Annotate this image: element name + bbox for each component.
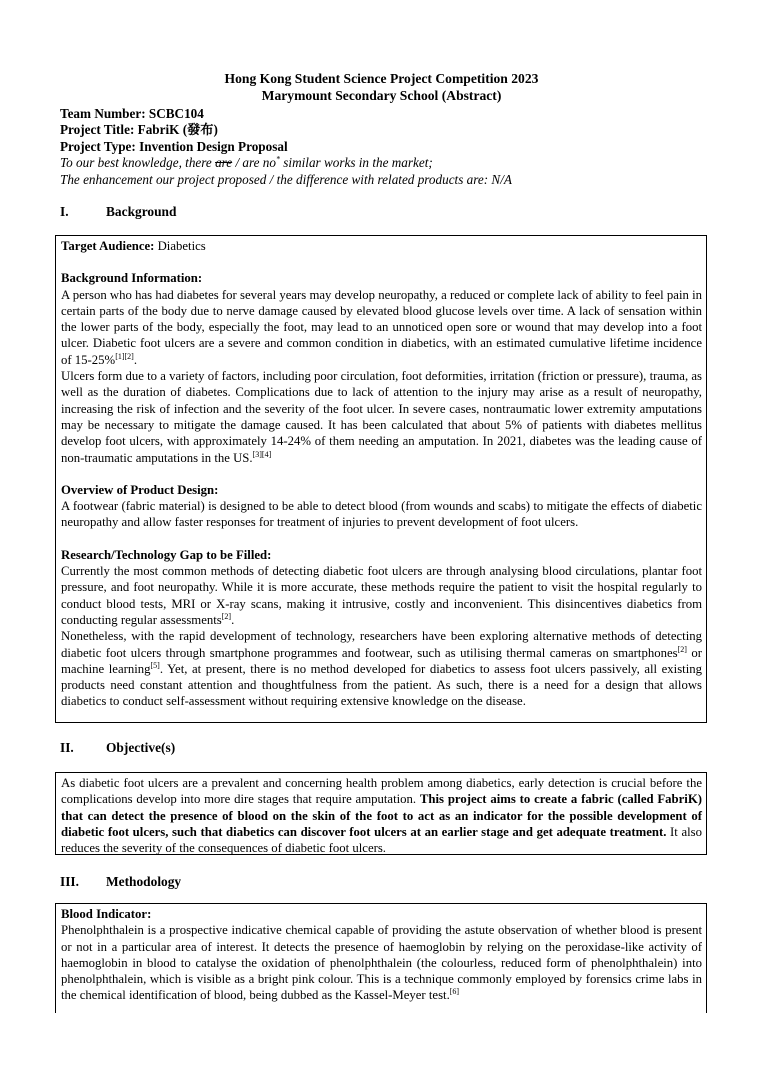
similar-strike: are <box>215 155 233 170</box>
overview-text: A footwear (fabric material) is designed to be able to detect blood (from wounds and scabs) to mitigate the effects of diabetic neuropathy and allow faster responses for treatment of injuries to prevent development of foot ulcers. <box>61 499 702 530</box>
blood-indicator-text <box>61 922 702 1003</box>
team-number-label: Team Number: <box>60 106 146 121</box>
target-audience-value: Diabetics <box>154 239 206 253</box>
project-type-label: Project Type: <box>60 139 136 154</box>
paragraph-text: A person who has had diabetes for several years may develop neuropathy, a reduced or complete lack of ability to feel pain in certain parts of the body due to nerve damage caused by elevated blood glucose levels over time. A lack of sensation within the lower parts of the body, especially the foot, may lead to an unnoticed open sore or wound that may develop into a foot ulcer. Diabetic foot ulcers are a severe and common condition in diabetics, with an estimated cumulative lifetime incidence of 15-25% <box>61 287 702 367</box>
project-type-value: Invention Design Proposal <box>139 139 288 154</box>
project-type <box>60 139 720 156</box>
blood-indicator-heading <box>61 906 702 922</box>
background-info-p1: A person who has had diabetes for several years may develop neuropathy, a reduced or complete lack of ability to feel pain in certain parts of the body due to nerve damage caused by elevated blood glucose levels over time. A lack of sensation within the lower parts of the body, especially the foot, may lead to an unnoticed open sore or wound that may develop into a foot ulcer. Diabetic foot ulcers are a severe and common condition in diabetics, with an estimated cumulative lifetime incidence of 15-25%[1][2]. <box>61 287 702 367</box>
heading-text: Research/Technology Gap to be Filled: <box>61 547 272 562</box>
section-number: I. <box>60 204 69 219</box>
project-title-label: Project Title: <box>60 122 135 137</box>
similar-pre: To our best knowledge, there <box>60 155 216 170</box>
overview-heading <box>61 482 702 498</box>
objective-box <box>55 772 707 855</box>
target-audience <box>61 238 702 254</box>
target-audience-label: Target Audience: <box>61 239 155 253</box>
similar-star: * <box>276 154 280 164</box>
gap-p1: Currently the most common methods of detecting diabetic foot ulcers are through analysing blood circulations, plantar foot pressure, and foot neuropathy. While it is more accurate, these methods require the patient to visit the hospital regularly to conduct blood tests, MRI or X-ray scans, making it intrusive, costly and inconvenient. This disincentives diabetics from conducting regular assessments[2]. <box>61 564 702 627</box>
objective-highlight: This project aims to create a fabric (called FabriK) that can detect the presence of blood on the skin of the foot to act as an indicator for the possible development of diabetic foot ulcers, such that diabetics can discover foot ulcers at an earlier stage and get adequate treatment. <box>61 792 702 839</box>
section-number: III. <box>60 874 79 889</box>
paragraph-text: As diabetic foot ulcers are a prevalent and concerning health problem among diabetics, early detection is crucial before the complications develop into more dire stages that require amputation. <box>61 776 702 807</box>
citation: [2] <box>221 611 232 621</box>
gap-p2 <box>61 628 702 709</box>
paragraph-text: Ulcers form due to a variety of factors, including poor circulation, foot deformities, irritation (friction or pressure), trauma, as well as the duration of diabetes. Complications due to lack of attention to the injury may arise as a result of neuropathy, increasing the risk of infection and the severity of the foot ulcer. In severe cases, nontraumatic lower extremity amputations may be necessary to mitigate the damage caused. It has been calculated that about 5% of patients with diabetes mellitus develop foot ulcers, with approximately 14-24% of them needing an amputation. In 2021, diabetes was the leading cause of non-traumatic amputations in the US. <box>61 369 702 465</box>
paragraph-text: Nonetheless, with the rapid development of technology, researchers have been exploring alternative methods of detecting diabetic foot ulcers through smartphone programmes and footwear, such as utilising thermal cameras on smartphones <box>61 629 702 660</box>
heading-text: Background Information: <box>61 271 203 286</box>
similar-tail: similar works in the market; <box>280 155 433 170</box>
project-title-value: FabriK (發布) <box>137 122 218 137</box>
citation: [3][4] <box>252 449 272 459</box>
paragraph-text: or machine learning <box>61 645 702 676</box>
paragraph-text: . Yet, at present, there is no method developed for diabetics to assess foot ulcers passively, all existing products need constant attention and thoughtfulness from the patient. As such, there is a need for a design that allows diabetics to conduct self-assessment without requiring extensive knowledge on the disease. <box>61 661 702 709</box>
citation: [6] <box>449 987 460 997</box>
section-heading-objectives <box>60 740 175 756</box>
background-info-heading <box>61 270 702 286</box>
section-heading-methodology <box>60 874 181 890</box>
heading-text: Blood Indicator: <box>61 907 152 921</box>
paragraph-text: It also reduces the severity of the consequences of diabetic foot ulcers. <box>61 824 703 856</box>
team-number <box>60 106 720 123</box>
section-title: Methodology <box>106 874 182 889</box>
section-number: II. <box>60 740 74 755</box>
similar-post: / are no <box>232 155 276 170</box>
background-info-p2 <box>61 368 702 466</box>
enhancement-statement: The enhancement our project proposed / the difference with related products are: N/A <box>60 172 512 187</box>
similar-works-statement <box>60 155 720 172</box>
methodology-box <box>55 903 707 1013</box>
competition-title: Hong Kong Student Science Project Competition 2023 <box>224 71 539 86</box>
objective-text <box>61 775 702 856</box>
section-title: Background <box>106 204 177 219</box>
citation: [2] <box>677 644 687 654</box>
heading-text: Overview of Product Design: <box>61 482 219 497</box>
gap-heading <box>61 547 702 563</box>
paragraph-text: Currently the most common methods of detecting diabetic foot ulcers are through analysing blood circulations, plantar foot pressure, and foot neuropathy. While it is more accurate, these methods require the patient to visit the hospital regularly to conduct blood tests, MRI or X-ray scans, making it intrusive, costly and inconvenient. This disincentives diabetics from conducting regular assessments <box>61 564 702 627</box>
school-title: Marymount Secondary School (Abstract) <box>261 88 502 103</box>
team-number-value: SCBC104 <box>148 106 204 121</box>
background-box <box>55 235 707 723</box>
citation: [1][2] <box>115 351 134 361</box>
project-title <box>60 122 720 139</box>
section-title: Objective(s) <box>106 740 176 755</box>
paragraph-text: Phenolphthalein is a prospective indicative chemical capable of providing the astute observation of whether blood is present or not in a particular area of interest. It detects the presence of haemoglobin by relying on the peroxidase-like activity of haemoglobin in blood to catalyse the oxidation of phenolphthalein (the colourless, reduced form of phenolphthalein) into phenolphthalein, which is visible as a bright pink colour. This is a technique commonly employed by forensics crime labs in the chemical identification of blood, being dubbed as the Kassel-Meyer test. <box>61 923 702 1003</box>
citation: [5] <box>150 660 160 670</box>
section-heading-background <box>60 204 176 220</box>
